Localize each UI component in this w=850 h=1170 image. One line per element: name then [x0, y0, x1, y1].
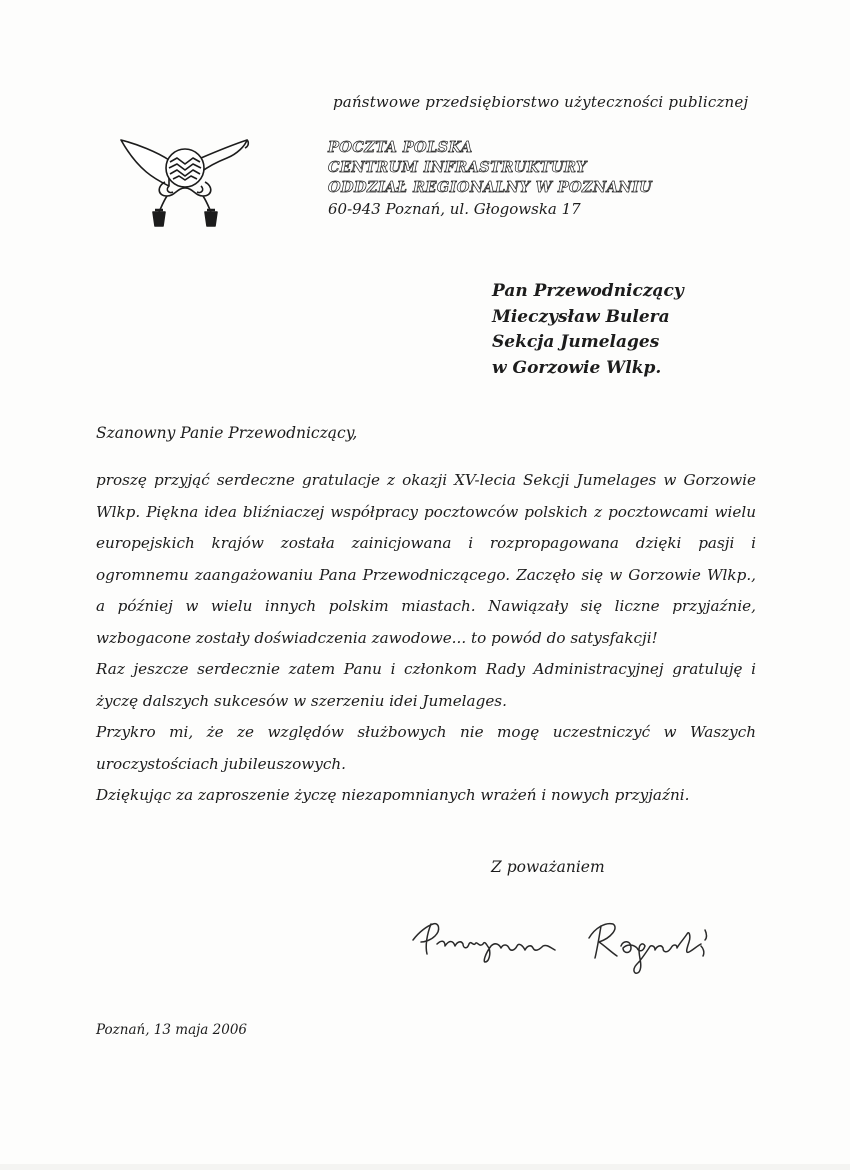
letter-date: Poznań, 13 maja 2006: [96, 1022, 247, 1038]
organization-block: [328, 138, 652, 220]
recipient-line: Sekcja Jumelages: [492, 332, 660, 352]
body-paragraph: Raz jeszcze serdecznie zatem Panu i członkom Rady Administracyjnej gratuluję i życzę dalszych sukcesów w szerzeniu idei Jumelages.: [96, 660, 756, 710]
org-name-line: ODDZIAŁ REGIONALNY W POZNANIU: [328, 179, 653, 196]
recipient-line: Pan Przewodniczący: [492, 281, 684, 301]
recipient-line: Mieczysław Bulera: [492, 306, 670, 327]
letter-body: [96, 465, 756, 812]
body-paragraph: Przykro mi, że ze względów służbowych nie mogę uczestniczyć w Waszych uroczystościach jubileuszowych.: [96, 723, 756, 773]
scan-edge: [0, 1164, 850, 1170]
recipient-block: [492, 279, 684, 381]
handwritten-signature: [405, 900, 725, 990]
posthorn-icon: [117, 130, 253, 230]
body-paragraph: proszę przyjąć serdeczne gratulacje z okazji XV-lecia Sekcji Jumelages w Gorzowie Wlkp. Piękna idea bliźniaczej współpracy pocztowców polskich z pocztowcami wielu europejskich krajów została zainicjowana i rozpropagowana dzięki pasji i ogromnemu zaangażowaniu Pana Przewodniczącego. Zaczęło się w Gorzowie Wlkp., a później w wielu innych polskim miastach. Nawiązały się liczne przyjaźnie, wzbogacone zostały doświadczenia zawodowe... to powód do satysfakcji!: [96, 471, 756, 647]
body-paragraph: Dziękując za zaproszenie życzę niezapomnianych wrażeń i nowych przyjaźni.: [96, 786, 690, 804]
closing-phrase: Z poważaniem: [491, 858, 605, 876]
salutation: Szanowny Panie Przewodniczący,: [96, 424, 358, 442]
org-address: 60-943 Poznań, ul. Głogowska 17: [328, 200, 581, 218]
recipient-line: w Gorzowie Wlkp.: [492, 357, 662, 378]
company-tagline: państwowe przedsiębiorstwo użyteczności publicznej: [333, 93, 749, 111]
org-name-line: POCZTA POLSKA: [328, 139, 473, 156]
org-name-line: CENTRUM INFRASTRUKTURY: [328, 159, 587, 176]
